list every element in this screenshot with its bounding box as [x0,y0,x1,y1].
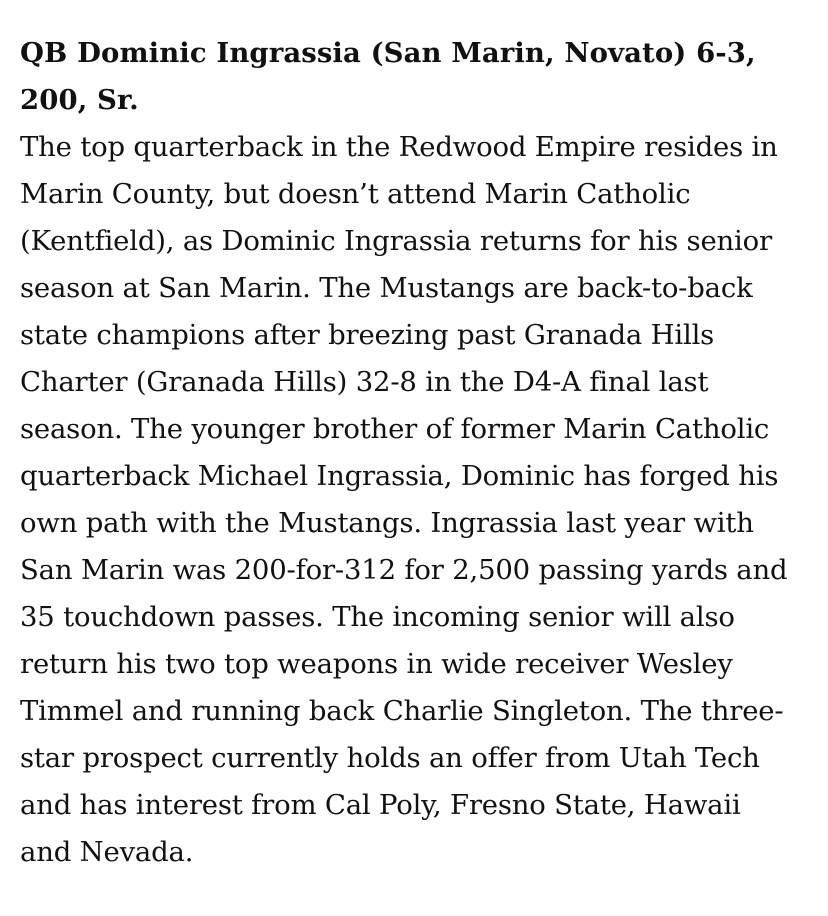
headline-line: QB Dominic Ingrassia (San Marin, Novato) 6-3, [20,37,756,69]
body-line: return his two top weapons in wide receiver Wesley [20,648,733,680]
body-line: 35 touchdown passes. The incoming senior will also [20,601,735,633]
body-line: state champions after breezing past Granada Hills [20,319,715,351]
body-line: season at San Marin. The Mustangs are back-to-back [20,272,753,304]
body-line: and Nevada. [20,836,194,868]
body-line: and has interest from Cal Poly, Fresno State, Hawaii [20,789,741,821]
body-line: star prospect currently holds an offer from Utah Tech [20,742,760,774]
player-headline [20,30,808,124]
player-description [20,124,808,876]
body-line: Timmel and running back Charlie Singleton. The three- [20,695,784,727]
headline-line: 200, Sr. [20,84,139,116]
body-line: quarterback Michael Ingrassia, Dominic has forged his [20,460,779,492]
body-line: Charter (Granada Hills) 32-8 in the D4-A final last [20,366,709,398]
body-line: Marin County, but doesn’t attend Marin Catholic [20,178,691,210]
body-line: own path with the Mustangs. Ingrassia last year with [20,507,754,539]
body-line: San Marin was 200-for-312 for 2,500 passing yards and [20,554,788,586]
body-line: (Kentfield), as Dominic Ingrassia returns for his senior [20,225,772,257]
body-line: The top quarterback in the Redwood Empire resides in [20,131,778,163]
body-line: season. The younger brother of former Marin Catholic [20,413,770,445]
